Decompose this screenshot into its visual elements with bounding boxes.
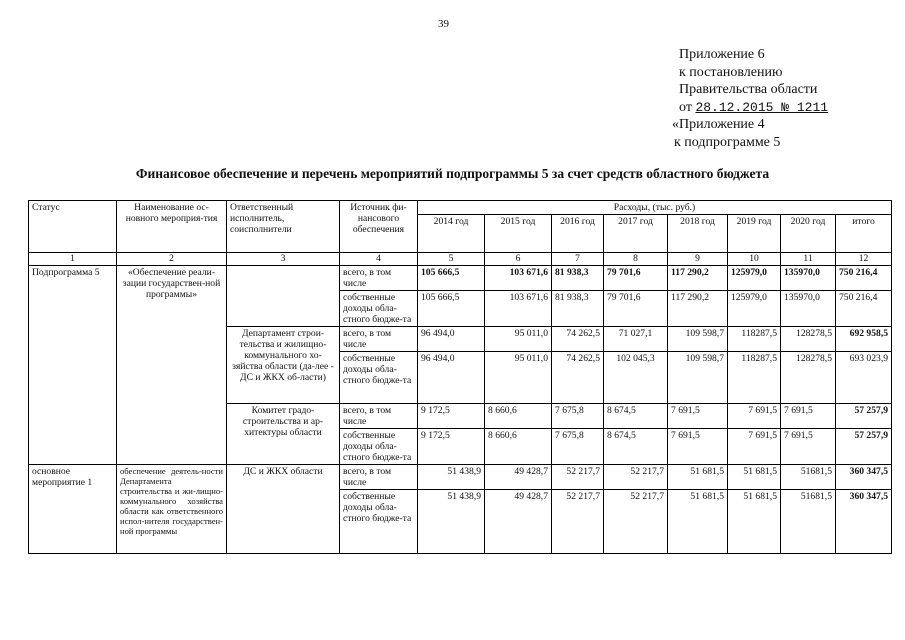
value-cell: 81 938,3 (552, 266, 604, 291)
status-cell: основное мероприятие 1 (29, 465, 117, 554)
value-cell: 128278,5 (781, 352, 836, 404)
value-cell: 49 428,7 (485, 465, 552, 490)
value-cell: 51 438,9 (418, 490, 485, 554)
page-number: 39 (438, 18, 449, 30)
value-cell: 95 011,0 (485, 352, 552, 404)
header-executor: Ответственный исполнитель, соисполнители (227, 201, 340, 253)
value-cell: 109 598,7 (668, 327, 728, 352)
header-year: 2019 год (728, 215, 781, 253)
column-number: 5 (418, 253, 485, 266)
value-cell: 79 701,6 (604, 291, 668, 327)
total-cell: 57 257,9 (836, 429, 892, 465)
annex-date-prefix: от (679, 99, 692, 115)
total-cell: 360 347,5 (836, 465, 892, 490)
annex-line-2: к постановлению (679, 64, 783, 80)
column-number: 9 (668, 253, 728, 266)
value-cell: 7 691,5 (728, 429, 781, 465)
annex-line-3: Правительства области (679, 82, 818, 97)
column-number: 12 (836, 253, 892, 266)
column-number: 7 (552, 253, 604, 266)
value-cell: 7 691,5 (668, 429, 728, 465)
column-number: 11 (781, 253, 836, 266)
table-row (29, 465, 892, 490)
value-cell: 103 671,6 (485, 266, 552, 291)
value-cell: 117 290,2 (668, 266, 728, 291)
executor-cell: Комитет градо-строительства и ар-хитектуры области (227, 404, 340, 465)
header-name: Наименование ос-новного мероприя-тия (117, 201, 227, 253)
column-number: 2 (117, 253, 227, 266)
total-cell: 750 216,4 (836, 266, 892, 291)
header-year: 2014 год (418, 215, 485, 253)
value-cell: 51681,5 (781, 465, 836, 490)
value-cell: 135970,0 (781, 266, 836, 291)
value-cell: 52 217,7 (604, 490, 668, 554)
finance-table (28, 200, 892, 554)
source-cell: собственные доходы обла-стного бюдже-та (340, 490, 418, 554)
value-cell: 117 290,2 (668, 291, 728, 327)
header-year: 2016 год (552, 215, 604, 253)
header-year: 2015 год (485, 215, 552, 253)
value-cell: 81 938,3 (552, 291, 604, 327)
source-cell: собственные доходы обла-стного бюдже-та (340, 352, 418, 404)
annex-date-number: 28.12.2015 № 1211 (695, 99, 829, 115)
value-cell: 105 666,5 (418, 291, 485, 327)
source-cell: всего, в том числе (340, 465, 418, 490)
total-cell: 750 216,4 (836, 291, 892, 327)
annex-line-5: «Приложение 4 (672, 117, 765, 132)
value-cell: 109 598,7 (668, 352, 728, 404)
value-cell: 96 494,0 (418, 352, 485, 404)
total-cell: 693 023,9 (836, 352, 892, 404)
total-cell: 360 347,5 (836, 490, 892, 554)
annex-line-4 (672, 99, 828, 117)
header-year: 2017 год (604, 215, 668, 253)
measure-name-cell: обеспечение деятель-ности Департамента строительства и жи-лищно-коммунального хозяйства области как ответственного испол-нителя государствен-ной программы (117, 465, 227, 554)
header-year: 2018 год (668, 215, 728, 253)
value-cell: 7 675,8 (552, 404, 604, 429)
header-source: Источник фи-нансового обеспечения (340, 201, 418, 253)
column-number: 10 (728, 253, 781, 266)
header-expenses: Расходы, (тыс. руб.) (418, 201, 892, 215)
value-cell: 52 217,7 (552, 465, 604, 490)
value-cell: 118287,5 (728, 352, 781, 404)
value-cell: 128278,5 (781, 327, 836, 352)
value-cell: 7 675,8 (552, 429, 604, 465)
executor-cell: ДС и ЖКХ области (227, 465, 340, 554)
source-cell: собственные доходы обла-стного бюдже-та (340, 291, 418, 327)
value-cell: 125979,0 (728, 291, 781, 327)
total-cell: 692 958,5 (836, 327, 892, 352)
column-number: 3 (227, 253, 340, 266)
value-cell: 7 691,5 (781, 429, 836, 465)
value-cell: 8 674,5 (604, 429, 668, 465)
value-cell: 51 681,5 (668, 465, 728, 490)
value-cell: 51 681,5 (728, 490, 781, 554)
annex-line-1: Приложение 6 (679, 47, 765, 62)
header-status: Статус (29, 201, 117, 253)
column-number: 6 (485, 253, 552, 266)
table-row (29, 266, 892, 291)
value-cell: 95 011,0 (485, 327, 552, 352)
value-cell: 9 172,5 (418, 404, 485, 429)
value-cell: 96 494,0 (418, 327, 485, 352)
value-cell: 49 428,7 (485, 490, 552, 554)
source-cell: всего, в том числе (340, 404, 418, 429)
value-cell: 135970,0 (781, 291, 836, 327)
total-cell: 57 257,9 (836, 404, 892, 429)
value-cell: 103 671,6 (485, 291, 552, 327)
value-cell: 118287,5 (728, 327, 781, 352)
value-cell: 7 691,5 (668, 404, 728, 429)
value-cell: 79 701,6 (604, 266, 668, 291)
source-cell: всего, в том числе (340, 327, 418, 352)
value-cell: 102 045,3 (604, 352, 668, 404)
column-number: 1 (29, 253, 117, 266)
header-total: итого (836, 215, 892, 253)
source-cell: всего, в том числе (340, 266, 418, 291)
value-cell: 8 660,6 (485, 429, 552, 465)
header-row (29, 201, 892, 215)
measure-name-cell: «Обеспечение реали-зации государствен-ной программы» (117, 266, 227, 465)
value-cell: 8 674,5 (604, 404, 668, 429)
value-cell: 51 681,5 (728, 465, 781, 490)
value-cell: 125979,0 (728, 266, 781, 291)
value-cell: 105 666,5 (418, 266, 485, 291)
value-cell: 52 217,7 (604, 465, 668, 490)
value-cell: 74 262,5 (552, 327, 604, 352)
value-cell: 7 691,5 (781, 404, 836, 429)
executor-cell (227, 266, 340, 327)
source-cell: собственные доходы обла-стного бюдже-та (340, 429, 418, 465)
document-title: Финансовое обеспечение и перечень мероприятий подпрограммы 5 за счет средств областного бюджета (135, 166, 770, 181)
value-cell: 7 691,5 (728, 404, 781, 429)
column-number: 8 (604, 253, 668, 266)
value-cell: 74 262,5 (552, 352, 604, 404)
annex-line-6: к подпрограмме 5 (674, 134, 781, 150)
value-cell: 71 027,1 (604, 327, 668, 352)
value-cell: 9 172,5 (418, 429, 485, 465)
header-year: 2020 год (781, 215, 836, 253)
value-cell: 51 681,5 (668, 490, 728, 554)
status-cell: Подпрограмма 5 (29, 266, 117, 465)
executor-cell: Департамент строи-тельства и жилищно-коммунального хо-зяйства области (да-лее - ДС и ЖКХ об-ласти) (227, 327, 340, 404)
annex-block (672, 46, 828, 151)
column-number: 4 (340, 253, 418, 266)
value-cell: 52 217,7 (552, 490, 604, 554)
column-numbers-row (29, 253, 892, 266)
value-cell: 51 438,9 (418, 465, 485, 490)
value-cell: 51681,5 (781, 490, 836, 554)
value-cell: 8 660,6 (485, 404, 552, 429)
